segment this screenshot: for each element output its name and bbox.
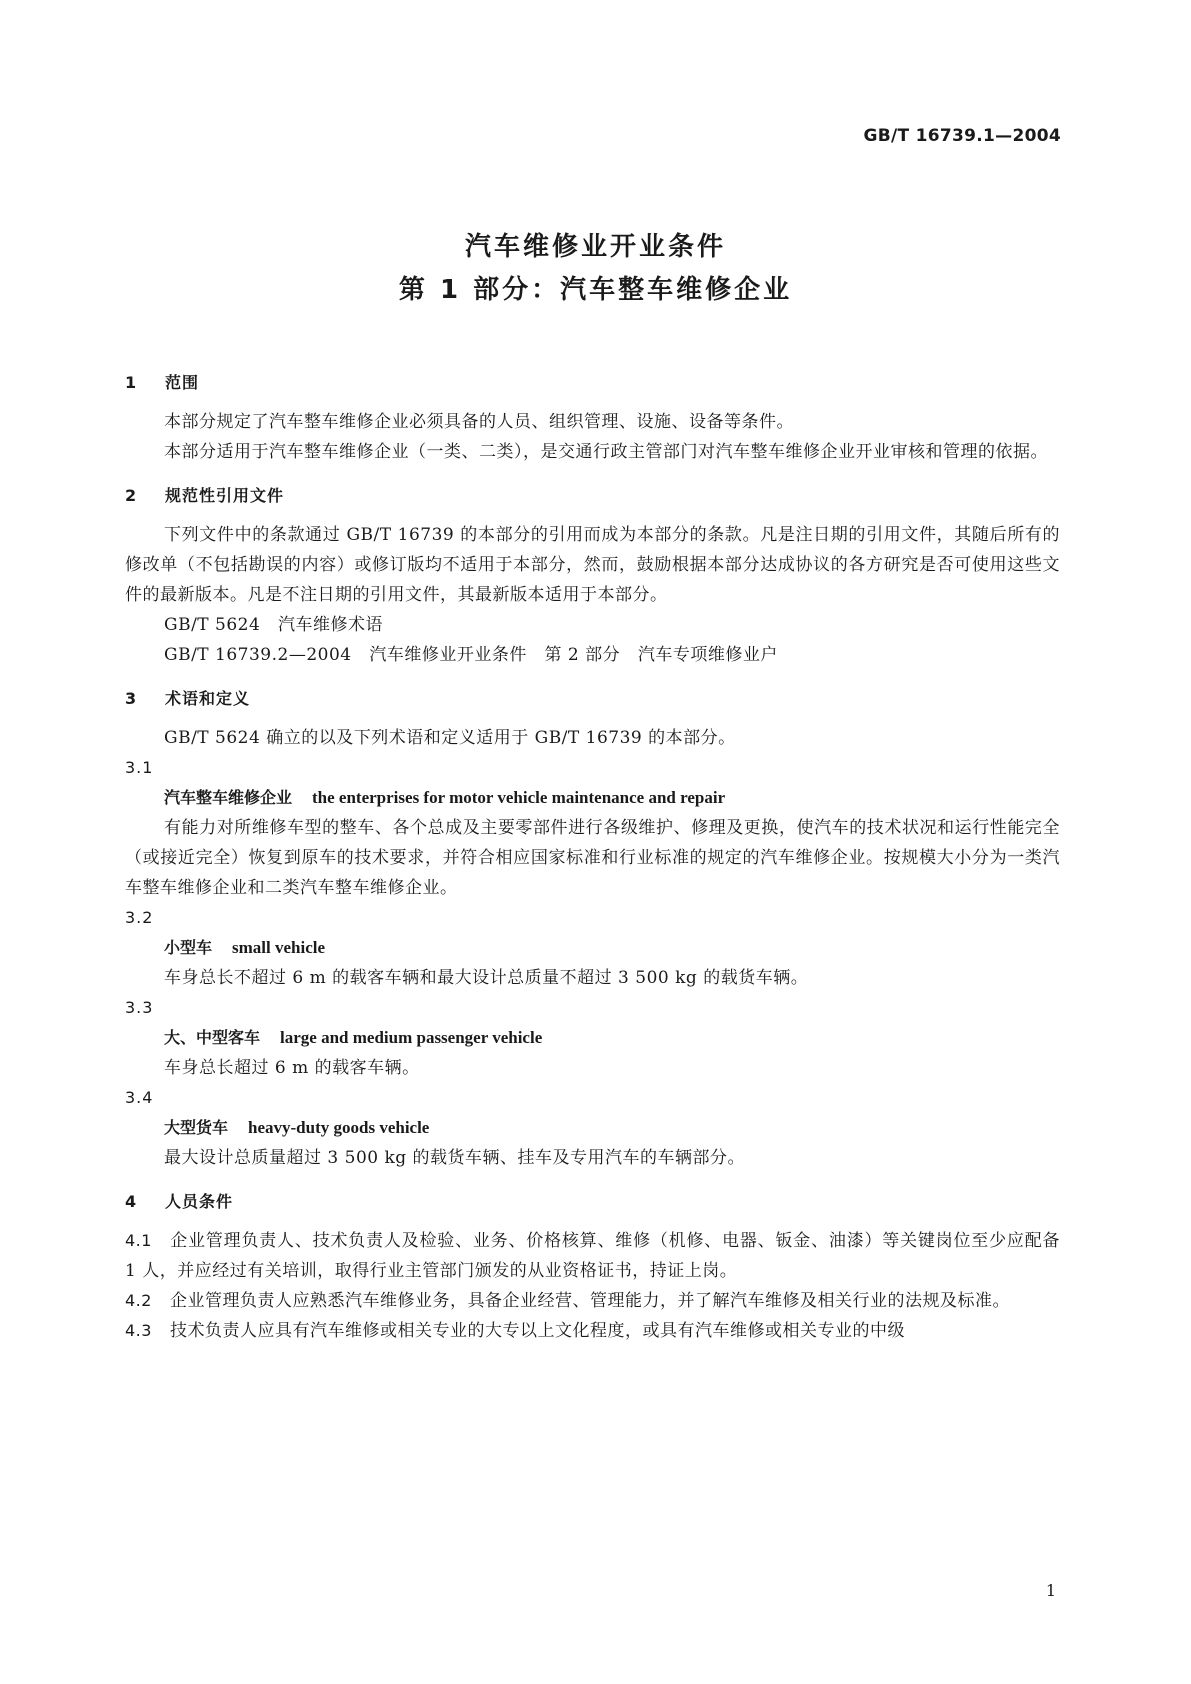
term-english: large and medium passenger vehicle bbox=[280, 1028, 543, 1047]
section-heading-normative-references bbox=[125, 483, 1060, 506]
paragraph: 本部分适用于汽车整车维修企业（一类、二类），是交通行政主管部门对汽车整车维修企业开业审核和管理的依据。 bbox=[164, 442, 1048, 462]
clause-text: 企业管理负责人、技术负责人及检验、业务、价格核算、维修（机修、电器、钣金、油漆）等关键岗位至少应配备 1 人，并应经过有关培训，取得行业主管部门颁发的从业资格证书，持证上岗。 bbox=[125, 1231, 1060, 1281]
clause-number: 4.2 bbox=[125, 1291, 152, 1310]
document-title bbox=[0, 226, 1191, 312]
standard-number: GB/T 16739.1—2004 bbox=[863, 126, 1061, 146]
section-title: 术语和定义 bbox=[165, 689, 251, 708]
page-number: 1 bbox=[1045, 1581, 1056, 1600]
clause-number: 4.1 bbox=[125, 1231, 152, 1250]
reference-item: GB/T 16739.2—2004 汽车维修业开业条件 第 2 部分 汽车专项维修业户 bbox=[164, 645, 778, 665]
clause-number: 4.3 bbox=[125, 1321, 152, 1340]
paragraph: 本部分规定了汽车整车维修企业必须具备的人员、组织管理、设施、设备等条件。 bbox=[164, 412, 794, 432]
section-number: 2 bbox=[125, 486, 138, 505]
section-number: 4 bbox=[125, 1192, 138, 1211]
clause bbox=[125, 1316, 1060, 1346]
term-heading bbox=[125, 933, 1060, 963]
term-english: the enterprises for motor vehicle maintenance and repair bbox=[312, 788, 726, 807]
term-definition: 车身总长超过 6 m 的载客车辆。 bbox=[164, 1058, 420, 1078]
term-chinese: 大型货车 bbox=[164, 1118, 229, 1137]
section-title: 人员条件 bbox=[165, 1192, 234, 1211]
term-number: 3.2 bbox=[125, 908, 154, 927]
term-heading bbox=[125, 1023, 1060, 1053]
term-chinese: 汽车整车维修企业 bbox=[164, 788, 293, 807]
paragraph: 下列文件中的条款通过 GB/T 16739 的本部分的引用而成为本部分的条款。凡是注日期的引用文件，其随后所有的修改单（不包括勘误的内容）或修订版均不适用于本部分，然而，鼓励根据本部分达成协议的各方研究是否可使用这些文件的最新版本。凡是不注日期的引用文件，其最新版本适用于本部分。 bbox=[125, 525, 1060, 605]
term-number: 3.3 bbox=[125, 998, 154, 1017]
clause bbox=[125, 1226, 1060, 1286]
section-number: 1 bbox=[125, 373, 138, 392]
section-heading-personnel bbox=[125, 1189, 1060, 1212]
term-english: small vehicle bbox=[232, 938, 326, 957]
term-english: heavy-duty goods vehicle bbox=[248, 1118, 430, 1137]
clause-text: 技术负责人应具有汽车维修或相关专业的大专以上文化程度，或具有汽车维修或相关专业的中级 bbox=[169, 1321, 905, 1341]
term-chinese: 大、中型客车 bbox=[164, 1028, 261, 1047]
term-heading bbox=[125, 1113, 1060, 1143]
term-definition: 车身总长不超过 6 m 的载客车辆和最大设计总质量不超过 3 500 kg 的载货车辆。 bbox=[164, 968, 809, 988]
title-line-1: 汽车维修业开业条件 bbox=[464, 232, 726, 262]
term-chinese: 小型车 bbox=[164, 938, 213, 957]
document-body bbox=[125, 370, 1060, 1346]
term-heading bbox=[125, 783, 1060, 813]
clause-text: 企业管理负责人应熟悉汽车维修业务，具备企业经营、管理能力，并了解汽车维修及相关行业的法规及标准。 bbox=[169, 1291, 1010, 1311]
section-heading-terms bbox=[125, 686, 1060, 709]
section-number: 3 bbox=[125, 689, 138, 708]
term-number: 3.1 bbox=[125, 758, 154, 777]
term-definition: 有能力对所维修车型的整车、各个总成及主要零部件进行各级维护、修理及更换，使汽车的技术状况和运行性能完全（或接近完全）恢复到原车的技术要求，并符合相应国家标准和行业标准的规定的汽车维修企业。按规模大小分为一类汽车整车维修企业和二类汽车整车维修企业。 bbox=[125, 818, 1060, 898]
section-heading-scope bbox=[125, 370, 1060, 393]
section-title: 规范性引用文件 bbox=[165, 486, 285, 505]
term-definition: 最大设计总质量超过 3 500 kg 的载货车辆、挂车及专用汽车的车辆部分。 bbox=[164, 1148, 746, 1168]
title-line-2: 第 1 部分：汽车整车维修企业 bbox=[398, 275, 793, 305]
paragraph: GB/T 5624 确立的以及下列术语和定义适用于 GB/T 16739 的本部分。 bbox=[164, 728, 736, 748]
reference-item: GB/T 5624 汽车维修术语 bbox=[164, 615, 384, 635]
section-title: 范围 bbox=[165, 373, 200, 392]
term-number: 3.4 bbox=[125, 1088, 154, 1107]
clause bbox=[125, 1286, 1060, 1316]
